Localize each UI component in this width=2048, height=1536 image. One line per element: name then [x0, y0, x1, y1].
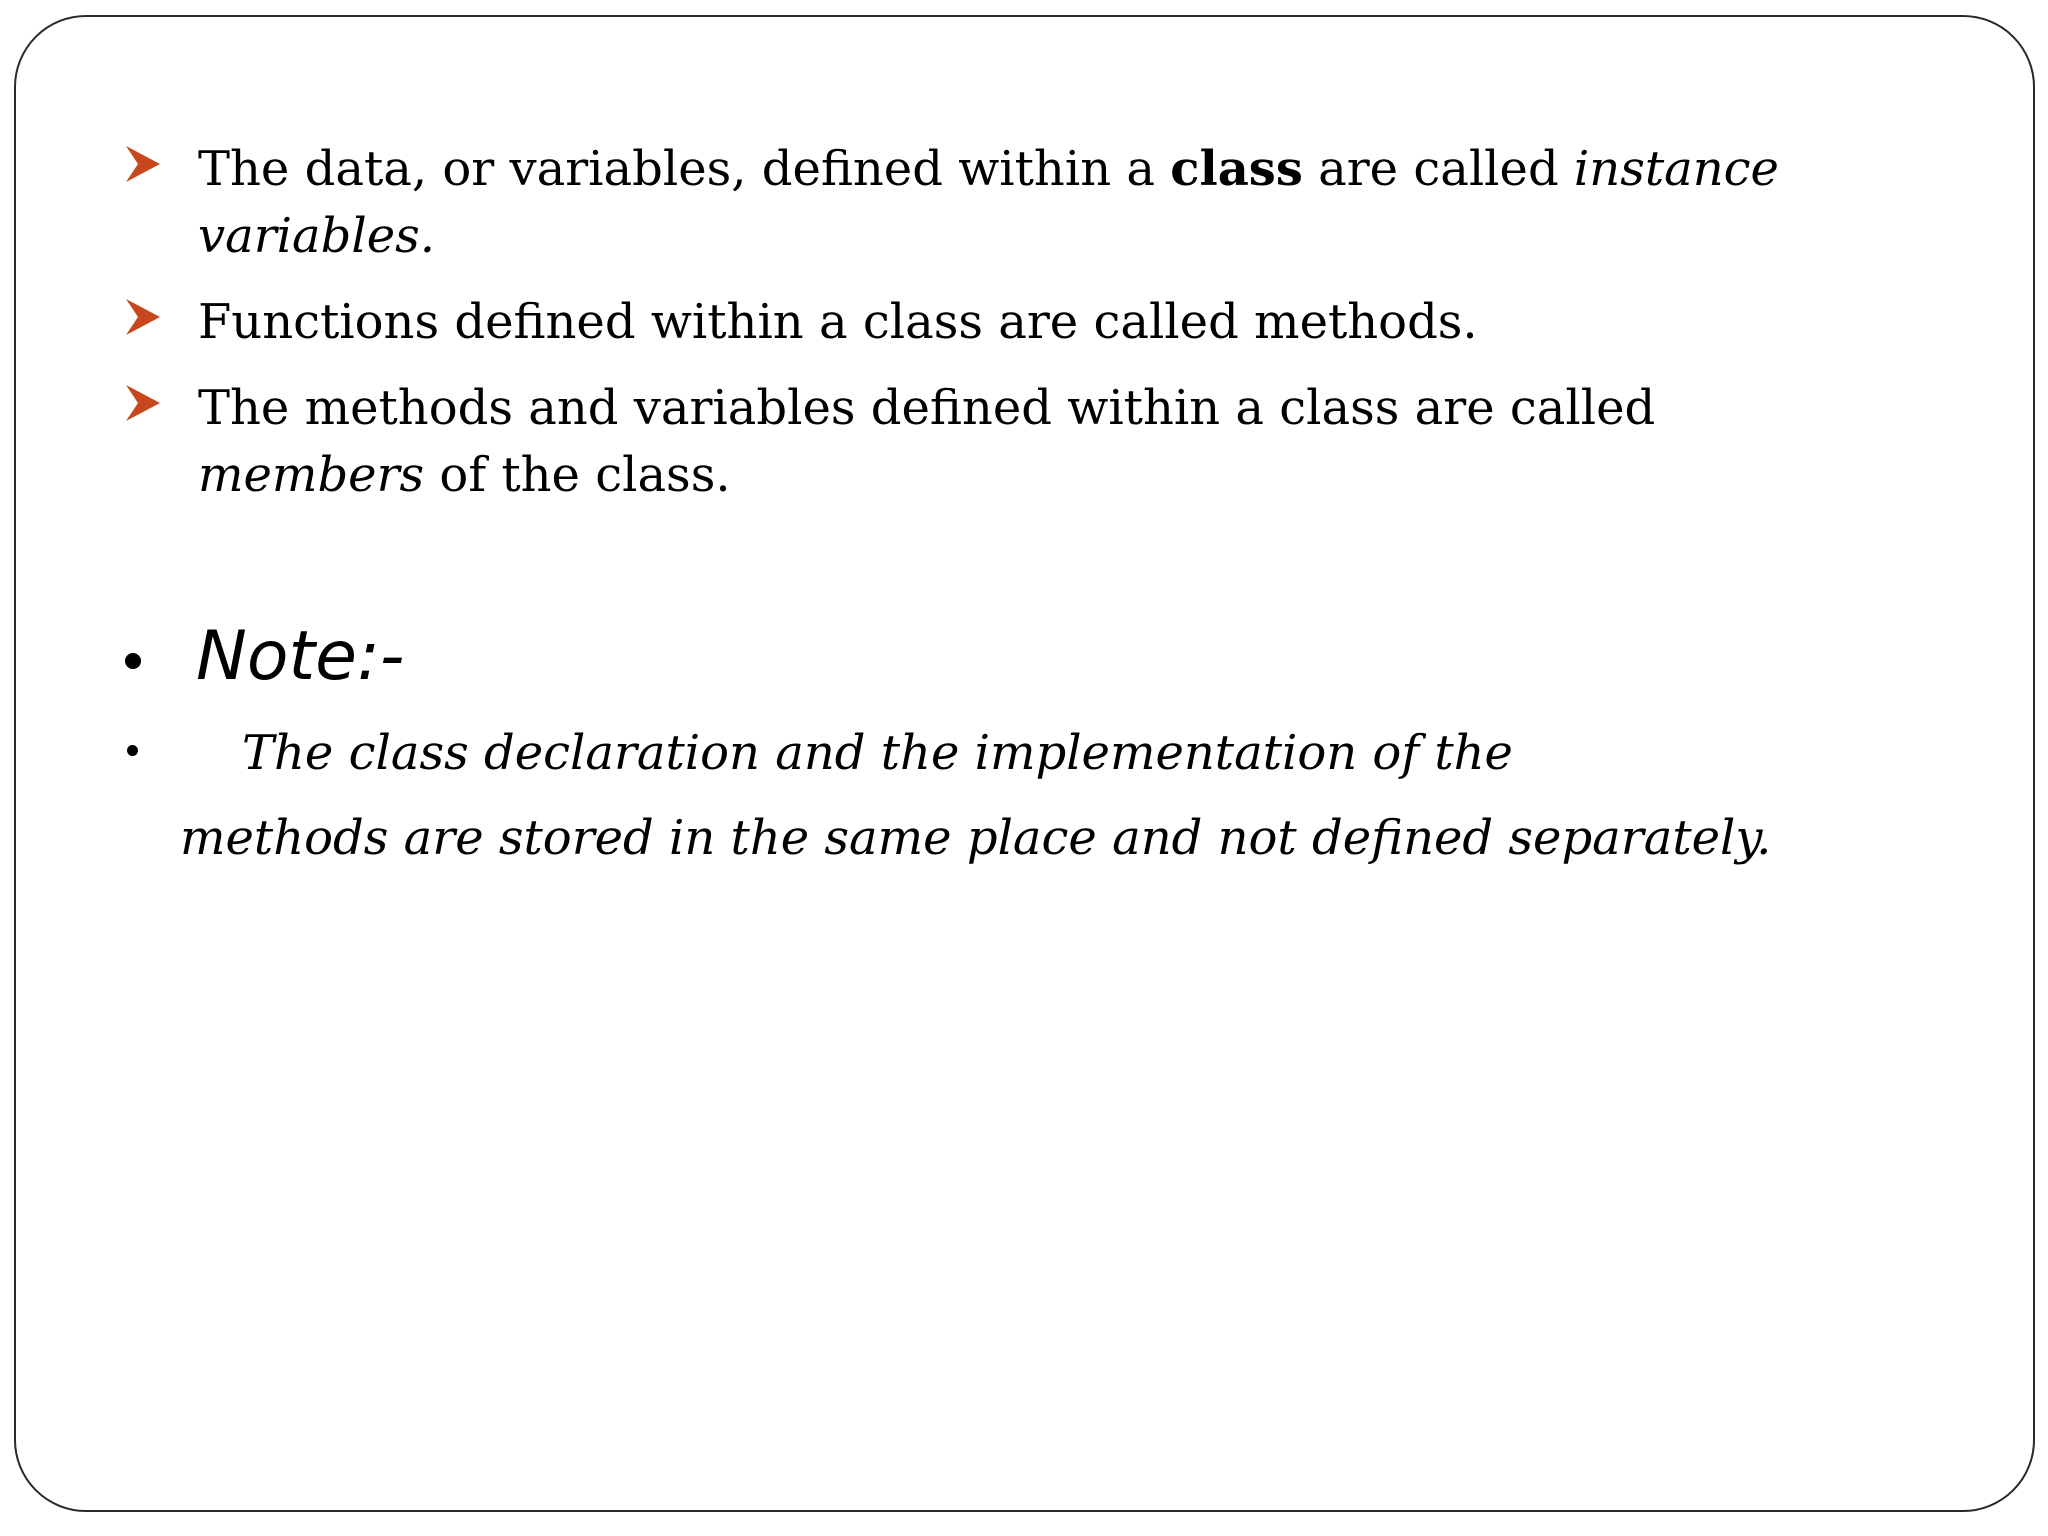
- bullet-3-italic-members: members: [198, 447, 425, 503]
- bullet-3-text-rest: of the class.: [424, 447, 731, 503]
- bullet-item-3-line-2: [198, 445, 731, 505]
- bullet-1-text-b: are called: [1302, 141, 1574, 197]
- round-bullet-icon: [125, 653, 141, 669]
- bullet-item-3-line-1: The methods and variables defined within a class are called: [198, 380, 1656, 436]
- arrow-bullet-icon: [126, 299, 160, 335]
- note-text-line-1: The class declaration and the implementation of the: [242, 725, 1513, 781]
- bullet-item-2: Functions defined within a class are called methods.: [198, 294, 1478, 350]
- bullet-item-1-line-1: [198, 139, 1779, 199]
- bullet-item-1-line-2: variables.: [198, 208, 436, 264]
- arrow-bullet-icon: [126, 146, 160, 182]
- arrow-bullet-icon: [126, 385, 160, 421]
- bullet-1-text-a: The data, or variables, defined within a: [198, 141, 1171, 197]
- note-text-line-2: methods are stored in the same place and not defined separately.: [180, 810, 1772, 866]
- round-bullet-icon: [127, 745, 138, 756]
- note-heading: Note:-: [196, 617, 405, 696]
- bullet-1-bold-class: class: [1170, 141, 1303, 197]
- bullet-1-italic-instance: instance: [1573, 141, 1779, 197]
